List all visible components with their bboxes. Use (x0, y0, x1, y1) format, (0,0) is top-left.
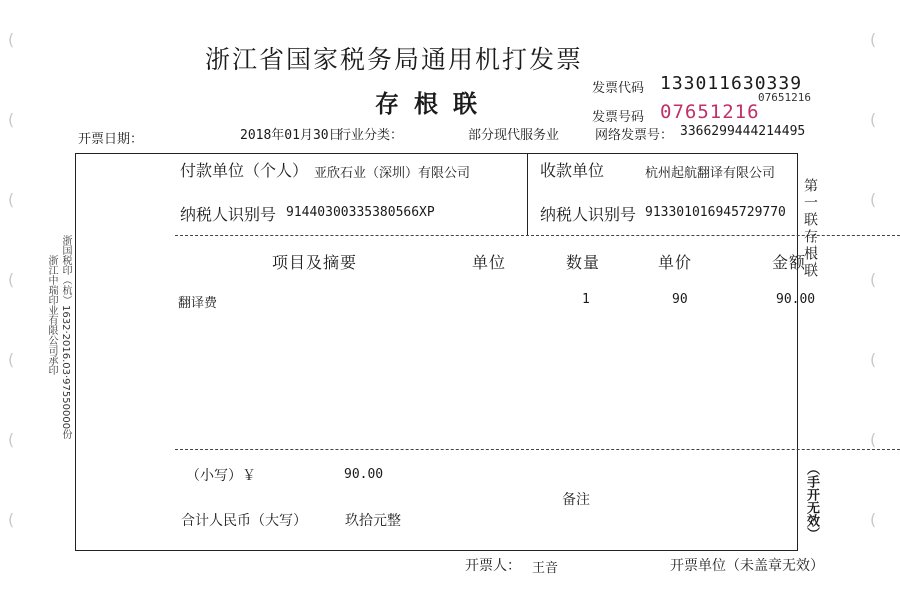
left-printer-info: 浙江中瑞印业有限公司承印 (46, 255, 57, 375)
industry-label: 行业分类： (338, 128, 404, 143)
total-small-value: 90.00 (344, 467, 384, 482)
issuer-unit-label: 开票单位（未盖章无效） (670, 558, 824, 574)
remarks-label: 备注 (562, 492, 590, 508)
invoice-title: 浙江省国家税务局通用机打发票 (205, 45, 584, 74)
invoice-subtitle: 存根联 (375, 89, 492, 118)
row-qty: 1 (582, 292, 590, 307)
network-number: 3366299444214495 (680, 124, 806, 139)
left-print-info: 浙国税印（杭）1632·2016.03·97550000份 (60, 235, 71, 440)
perforation-holes-left: ( ( ( ( ( ( ( (8, 30, 15, 529)
industry: 部分现代服务业 (468, 128, 560, 143)
issuer: 王音 (532, 561, 559, 576)
invoice-number-label: 发票号码 (592, 110, 645, 125)
header-price: 单价 (658, 253, 693, 272)
payer-name-label: 付款单位（个人） (180, 161, 309, 180)
invoice-code: 133011630339 (660, 73, 803, 94)
party-items-separator (175, 235, 900, 236)
copy-label: 第一联存根联 (802, 178, 818, 280)
row-item: 翻译费 (178, 296, 218, 311)
row-amount: 90.00 (776, 292, 816, 307)
party-divider (527, 153, 528, 235)
header-amount: 金额 (772, 253, 807, 272)
total-small-label: （小写）￥ (186, 468, 256, 484)
total-big-value: 玖拾元整 (345, 513, 401, 529)
payee-tax-id: 913301016945729770 (645, 205, 786, 220)
issue-date-label: 开票日期： (78, 132, 144, 147)
invoice-code-label: 发票代码 (592, 81, 645, 96)
payee-tax-id-label: 纳税人识别号 (540, 205, 637, 224)
payer-tax-id-label: 纳税人识别号 (180, 205, 277, 224)
handwritten-invalid-note: （手开无效） (804, 462, 819, 540)
header-qty: 数量 (566, 253, 601, 272)
issuer-label: 开票人： (465, 558, 521, 574)
payee-name-label: 收款单位 (540, 161, 605, 180)
invoice-number: 07651216 (660, 101, 760, 123)
perforation-holes-right: ( ( ( ( ( ( ( (870, 30, 877, 529)
payer-name: 亚欣石业（深圳）有限公司 (314, 166, 471, 181)
payee-name: 杭州起航翻译有限公司 (645, 166, 776, 181)
issue-date: 2018年01月30日 (240, 128, 342, 143)
header-item: 项目及摘要 (272, 253, 358, 272)
row-price: 90 (672, 292, 688, 307)
items-totals-separator (175, 449, 900, 450)
payer-tax-id: 91440300335380566XP (286, 205, 435, 220)
network-number-label: 网络发票号： (595, 128, 674, 143)
invoice-code-stamp: 07651216 (758, 91, 811, 104)
total-big-label: 合计人民币（大写） (181, 513, 307, 529)
header-unit: 单位 (472, 253, 507, 272)
